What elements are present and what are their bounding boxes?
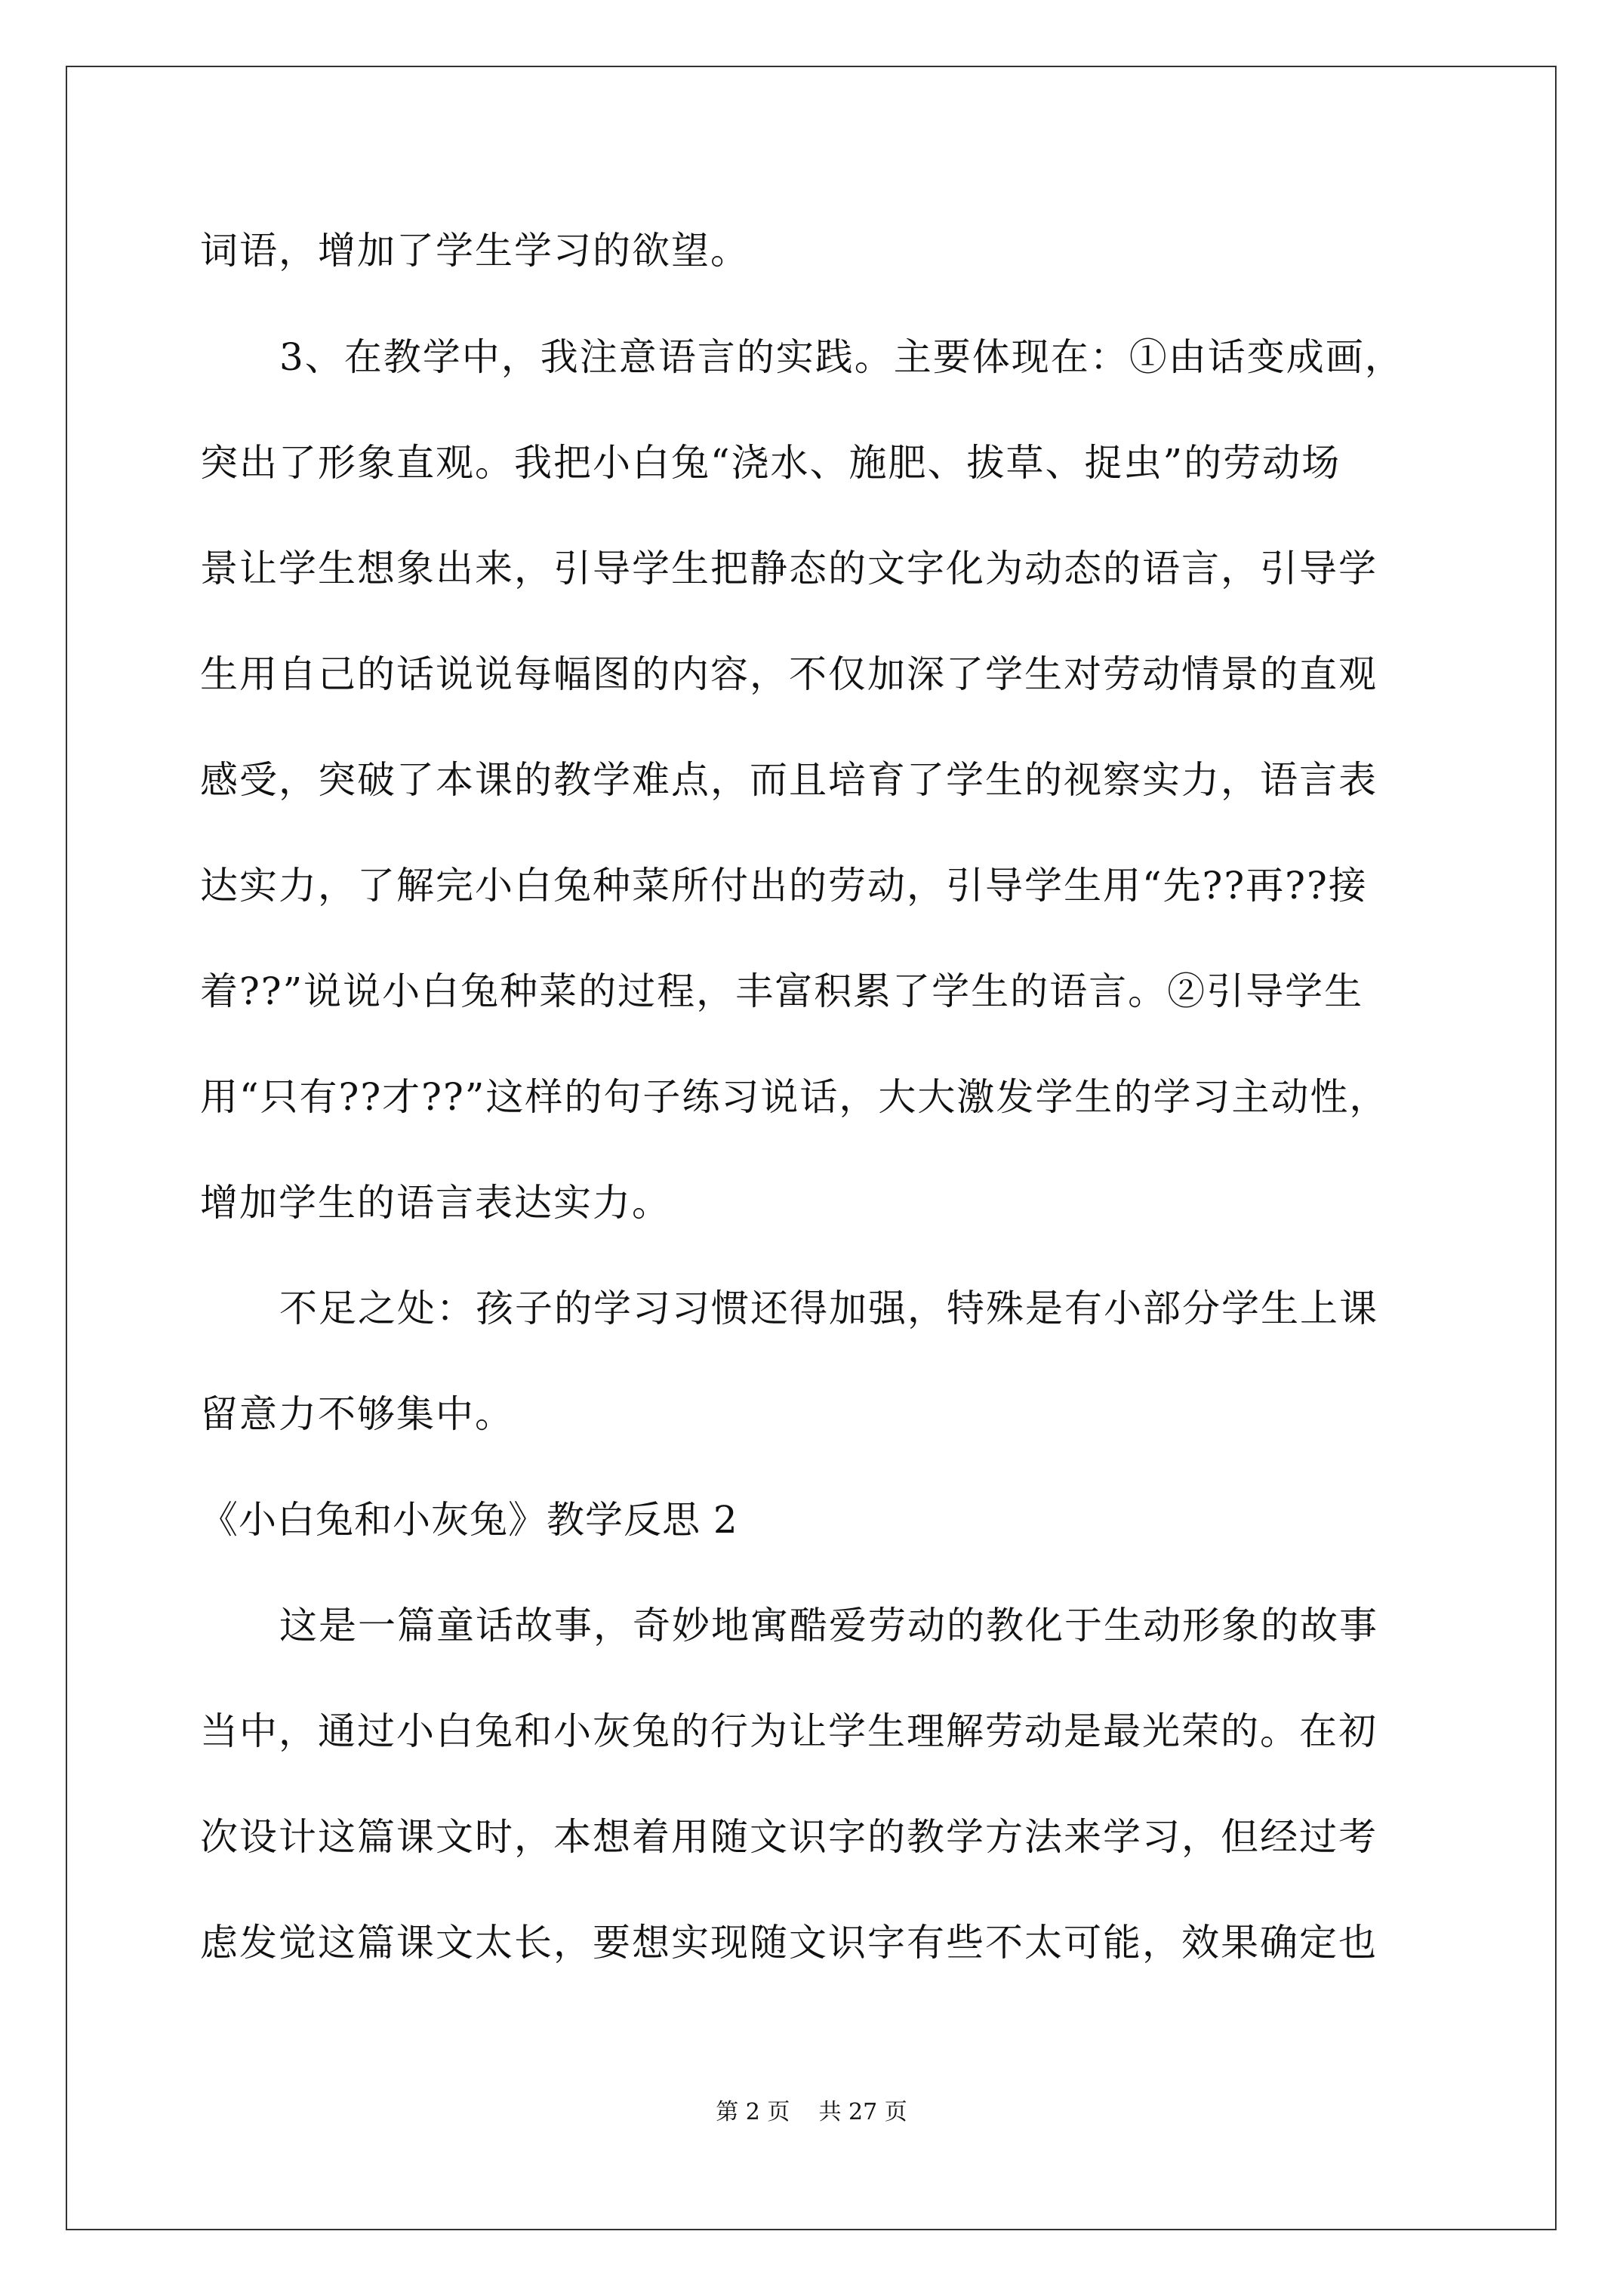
body-line: 词语，增加了学生学习的欲望。: [200, 229, 750, 273]
body-line: 当中，通过小白兔和小灰兔的行为让学生理解劳动是最光荣的。在初: [200, 1709, 1378, 1753]
body-line: 突出了形象直观。我把小白兔“浇水、施肥、拔草、捉虫”的劳动场: [200, 441, 1341, 485]
body-line: 达实力，了解完小白兔种菜所付出的劳动，引导学生用“先??再??接: [200, 864, 1368, 908]
page-footer: 第 2 页 共 27 页: [716, 2099, 907, 2125]
body-line: 感受，突破了本课的教学难点，而且培育了学生的视察实力，语言表: [200, 758, 1378, 802]
body-line: 留意力不够集中。: [200, 1392, 514, 1436]
body-line: 次设计这篇课文时，本想着用随文识字的教学方法来学习，但经过考: [200, 1815, 1378, 1859]
body-line: 不足之处：孩子的学习习惯还得加强，特殊是有小部分学生上课: [279, 1287, 1378, 1330]
body-line: 用“只有??才??”这样的句子练习说话，大大激发学生的学习主动性，: [200, 1075, 1389, 1119]
section-heading: 《小白兔和小灰兔》教学反思 2: [200, 1498, 738, 1542]
page-border: [66, 66, 1557, 2230]
body-line: 生用自己的话说说每幅图的内容，不仅加深了学生对劳动情景的直观: [200, 652, 1378, 696]
body-line: 3、在教学中，我注意语言的实践。主要体现在：①由话变成画，: [279, 335, 1404, 379]
body-line: 景让学生想象出来，引导学生把静态的文字化为动态的语言，引导学: [200, 547, 1378, 590]
body-line: 增加学生的语言表达实力。: [200, 1181, 671, 1225]
body-line: 这是一篇童话故事，奇妙地寓酷爱劳动的教化于生动形象的故事: [279, 1604, 1378, 1647]
body-line: 着??”说说小白兔种菜的过程，丰富积累了学生的语言。②引导学生: [200, 969, 1364, 1013]
body-line: 虑发觉这篇课文太长，要想实现随文识字有些不太可能，效果确定也: [200, 1921, 1378, 1965]
